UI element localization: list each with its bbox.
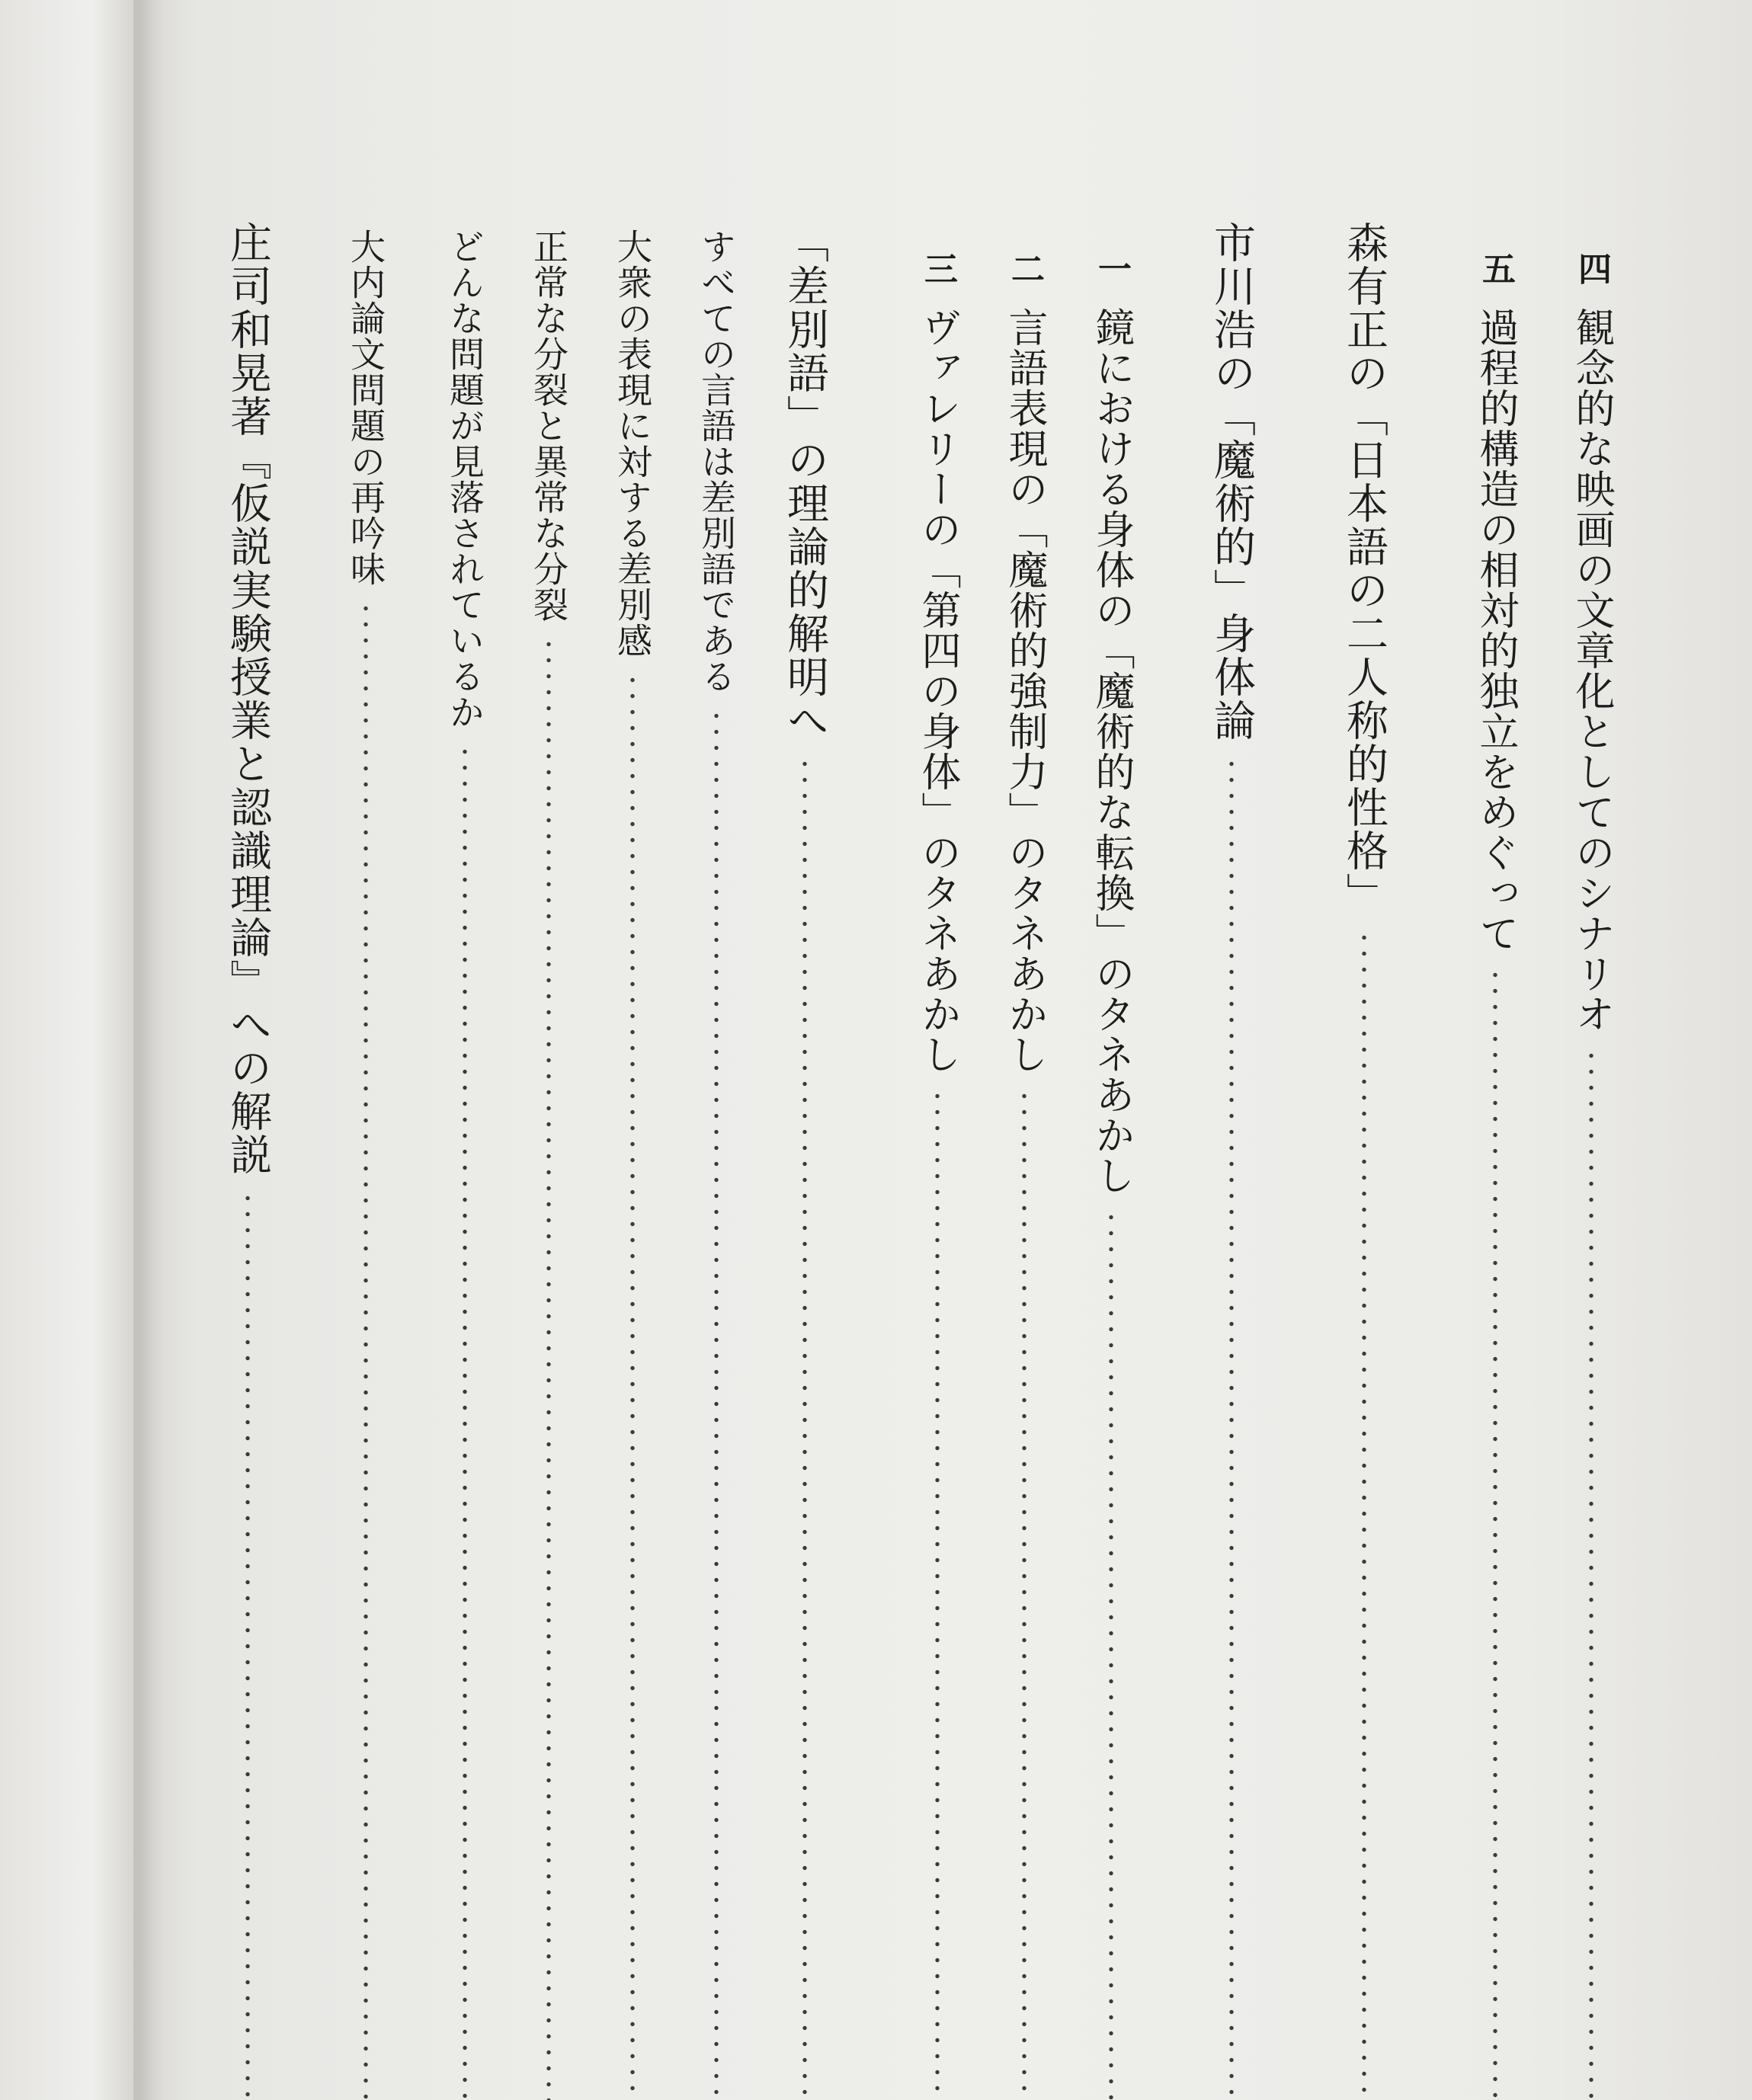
entry-title: 大内論文問題の再吟味 [345,229,386,587]
toc-entry[interactable] [907,0,968,2100]
dot-leader [935,1088,940,2100]
toc-entry[interactable] [686,0,747,2100]
entry-title: 「差別語」の理論的解明へ [780,221,829,742]
toc-entry[interactable] [1334,0,1395,2100]
toc-entry[interactable] [1465,0,1526,2100]
dot-leader [463,744,467,2100]
entry-title: 大衆の表現に対する差別感 [612,229,653,658]
section-number: 四 [1572,251,1611,286]
entry-title: 鏡における身体の「魔術的な転換」のタネあかし [1088,307,1134,1196]
dot-leader [1109,1209,1113,2100]
section-number: 五 [1476,251,1515,286]
toc-entry[interactable] [994,0,1055,2100]
toc-entry[interactable] [774,0,835,2100]
section-number: 一 [1092,251,1131,286]
entry-title: 観念的な映画の文章化としてのシナリオ [1568,307,1614,1034]
toc-entry[interactable] [518,0,579,2100]
entry-title: 市川浩の「魔術的」身体論 [1207,221,1256,742]
dot-leader [364,600,368,2100]
dot-leader [714,708,719,2100]
dot-leader [1589,1048,1593,2100]
toc-entry[interactable] [1081,0,1142,2100]
page-gutter-shadow [133,0,164,2100]
toc-entry[interactable] [602,0,663,2100]
dot-leader [1229,756,1234,2100]
toc-entry[interactable] [1201,0,1262,2100]
entry-title: 言語表現の「魔術的強制力」のタネあかし [1001,307,1047,1074]
entry-title: すべての言語は差別語である [696,229,737,694]
dot-leader [245,1190,250,2100]
toc-entry[interactable] [217,0,278,2100]
entry-title: 森有正の「日本語の二人称的性格」 [1340,221,1388,916]
section-number: 三 [918,251,957,286]
dot-leader [630,672,635,2100]
dot-leader [1362,930,1366,2100]
toc-entry[interactable] [335,0,396,2100]
section-number: 二 [1005,251,1044,286]
dot-leader [546,636,551,2100]
entry-title: 過程的構造の相対的独立をめぐって [1472,307,1518,953]
entry-title: ヴァレリーの「第四の身体」のタネあかし [914,307,960,1074]
dot-leader [1022,1088,1027,2100]
toc-entry[interactable] [1561,0,1622,2100]
entry-title: 庄司和晃著『仮説実験授業と認識理論』への解説 [223,221,272,1176]
dot-leader [1493,967,1497,2100]
entry-title: どんな問題が見落されているか [444,229,485,730]
entry-title: 正常な分裂と異常な分裂 [528,229,569,623]
dot-leader [802,756,807,2100]
toc-entry[interactable] [434,0,495,2100]
